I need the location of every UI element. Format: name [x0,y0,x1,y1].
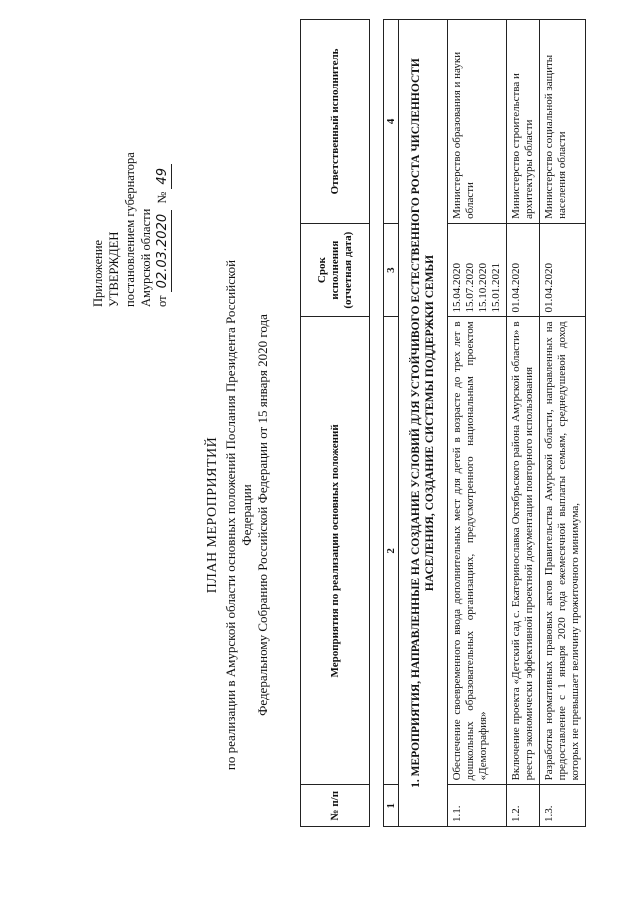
row-event: Включение проекта «Детский сад с. Екатеринославка Октябрьского района Амурской области» в реестр экономически эффективной проектной документации повторного использования [507,317,540,785]
column-number-row [384,20,399,827]
approved-by-line: постановлением губернатора [123,152,137,307]
date-number-line [154,152,172,307]
table-row [448,20,507,827]
plan-table [383,19,586,827]
handwritten-date: 02.03.2020 [155,210,172,292]
section-heading-row [399,20,448,827]
header-responsible: Ответственный исполнитель [301,20,370,224]
row-number: 1.1. [448,785,507,827]
appendix-label: Приложение [91,239,105,307]
column-number: 4 [384,20,399,224]
row-responsible: Министерство строительства и архитектуры области [507,20,540,224]
header-deadline: Срок исполнения (отчетная дата) [301,223,370,317]
document-title [205,255,271,775]
approved-label: УТВЕРЖДЕН [107,231,121,307]
number-label: № [155,191,169,204]
table-row [507,20,540,827]
table-header [300,19,370,827]
row-responsible: Министерство социальной защиты населения области [540,20,586,224]
row-responsible: Министерство образования и науки области [448,20,507,224]
plan-subtitle-line2: Федеральному Собранию Российской Федерации от 15 января 2020 года [255,314,270,716]
section-heading: 1. МЕРОПРИЯТИЯ, НАПРАВЛЕННЫЕ НА СОЗДАНИЕ УСЛОВИЙ ДЛЯ УСТОЙЧИВОГО ЕСТЕСТВЕННОГО РОСТА ЧИСЛЕННОСТИ НАСЕЛЕНИЯ, СОЗДАНИЕ СИСТЕМЫ ПОДДЕРЖКИ СЕМЬИ [399,20,448,827]
table-row [540,20,586,827]
row-number: 1.2. [507,785,540,827]
row-deadline: 01.04.2020 [507,223,540,317]
row-deadline: 15.04.2020 15.07.2020 15.10.2020 15.01.2021 [448,223,507,317]
header-event: Мероприятия по реализации основных положений [301,317,370,785]
row-event: Разработка нормативных правовых актов Правительства Амурской области, направленных на предоставление с 1 января 2020 года ежемесячной выплаты семьям, среднедушевой доход которых не превышает величину прожиточного минимума, [540,317,586,785]
approval-stamp-block [90,152,172,307]
region-line: Амурской области [139,208,153,307]
row-deadline: 01.04.2020 [540,223,586,317]
row-number: 1.3. [540,785,586,827]
plan-subtitle-line1: по реализации в Амурской области основных положений Послания Президента Российской Федерации [223,259,254,771]
column-number: 3 [384,223,399,317]
from-label: от [155,295,169,307]
handwritten-number: 49 [155,164,172,189]
row-event: Обеспечение своевременного ввода дополнительных мест для детей в возрасте до трех лет в дошкольных образовательных организациях, предусмотренного национальным проектом «Демография» [448,317,507,785]
column-number: 1 [384,785,399,827]
column-number: 2 [384,317,399,785]
plan-title: ПЛАН МЕРОПРИЯТИЙ [205,436,220,594]
header-num: № п/п [301,785,370,827]
